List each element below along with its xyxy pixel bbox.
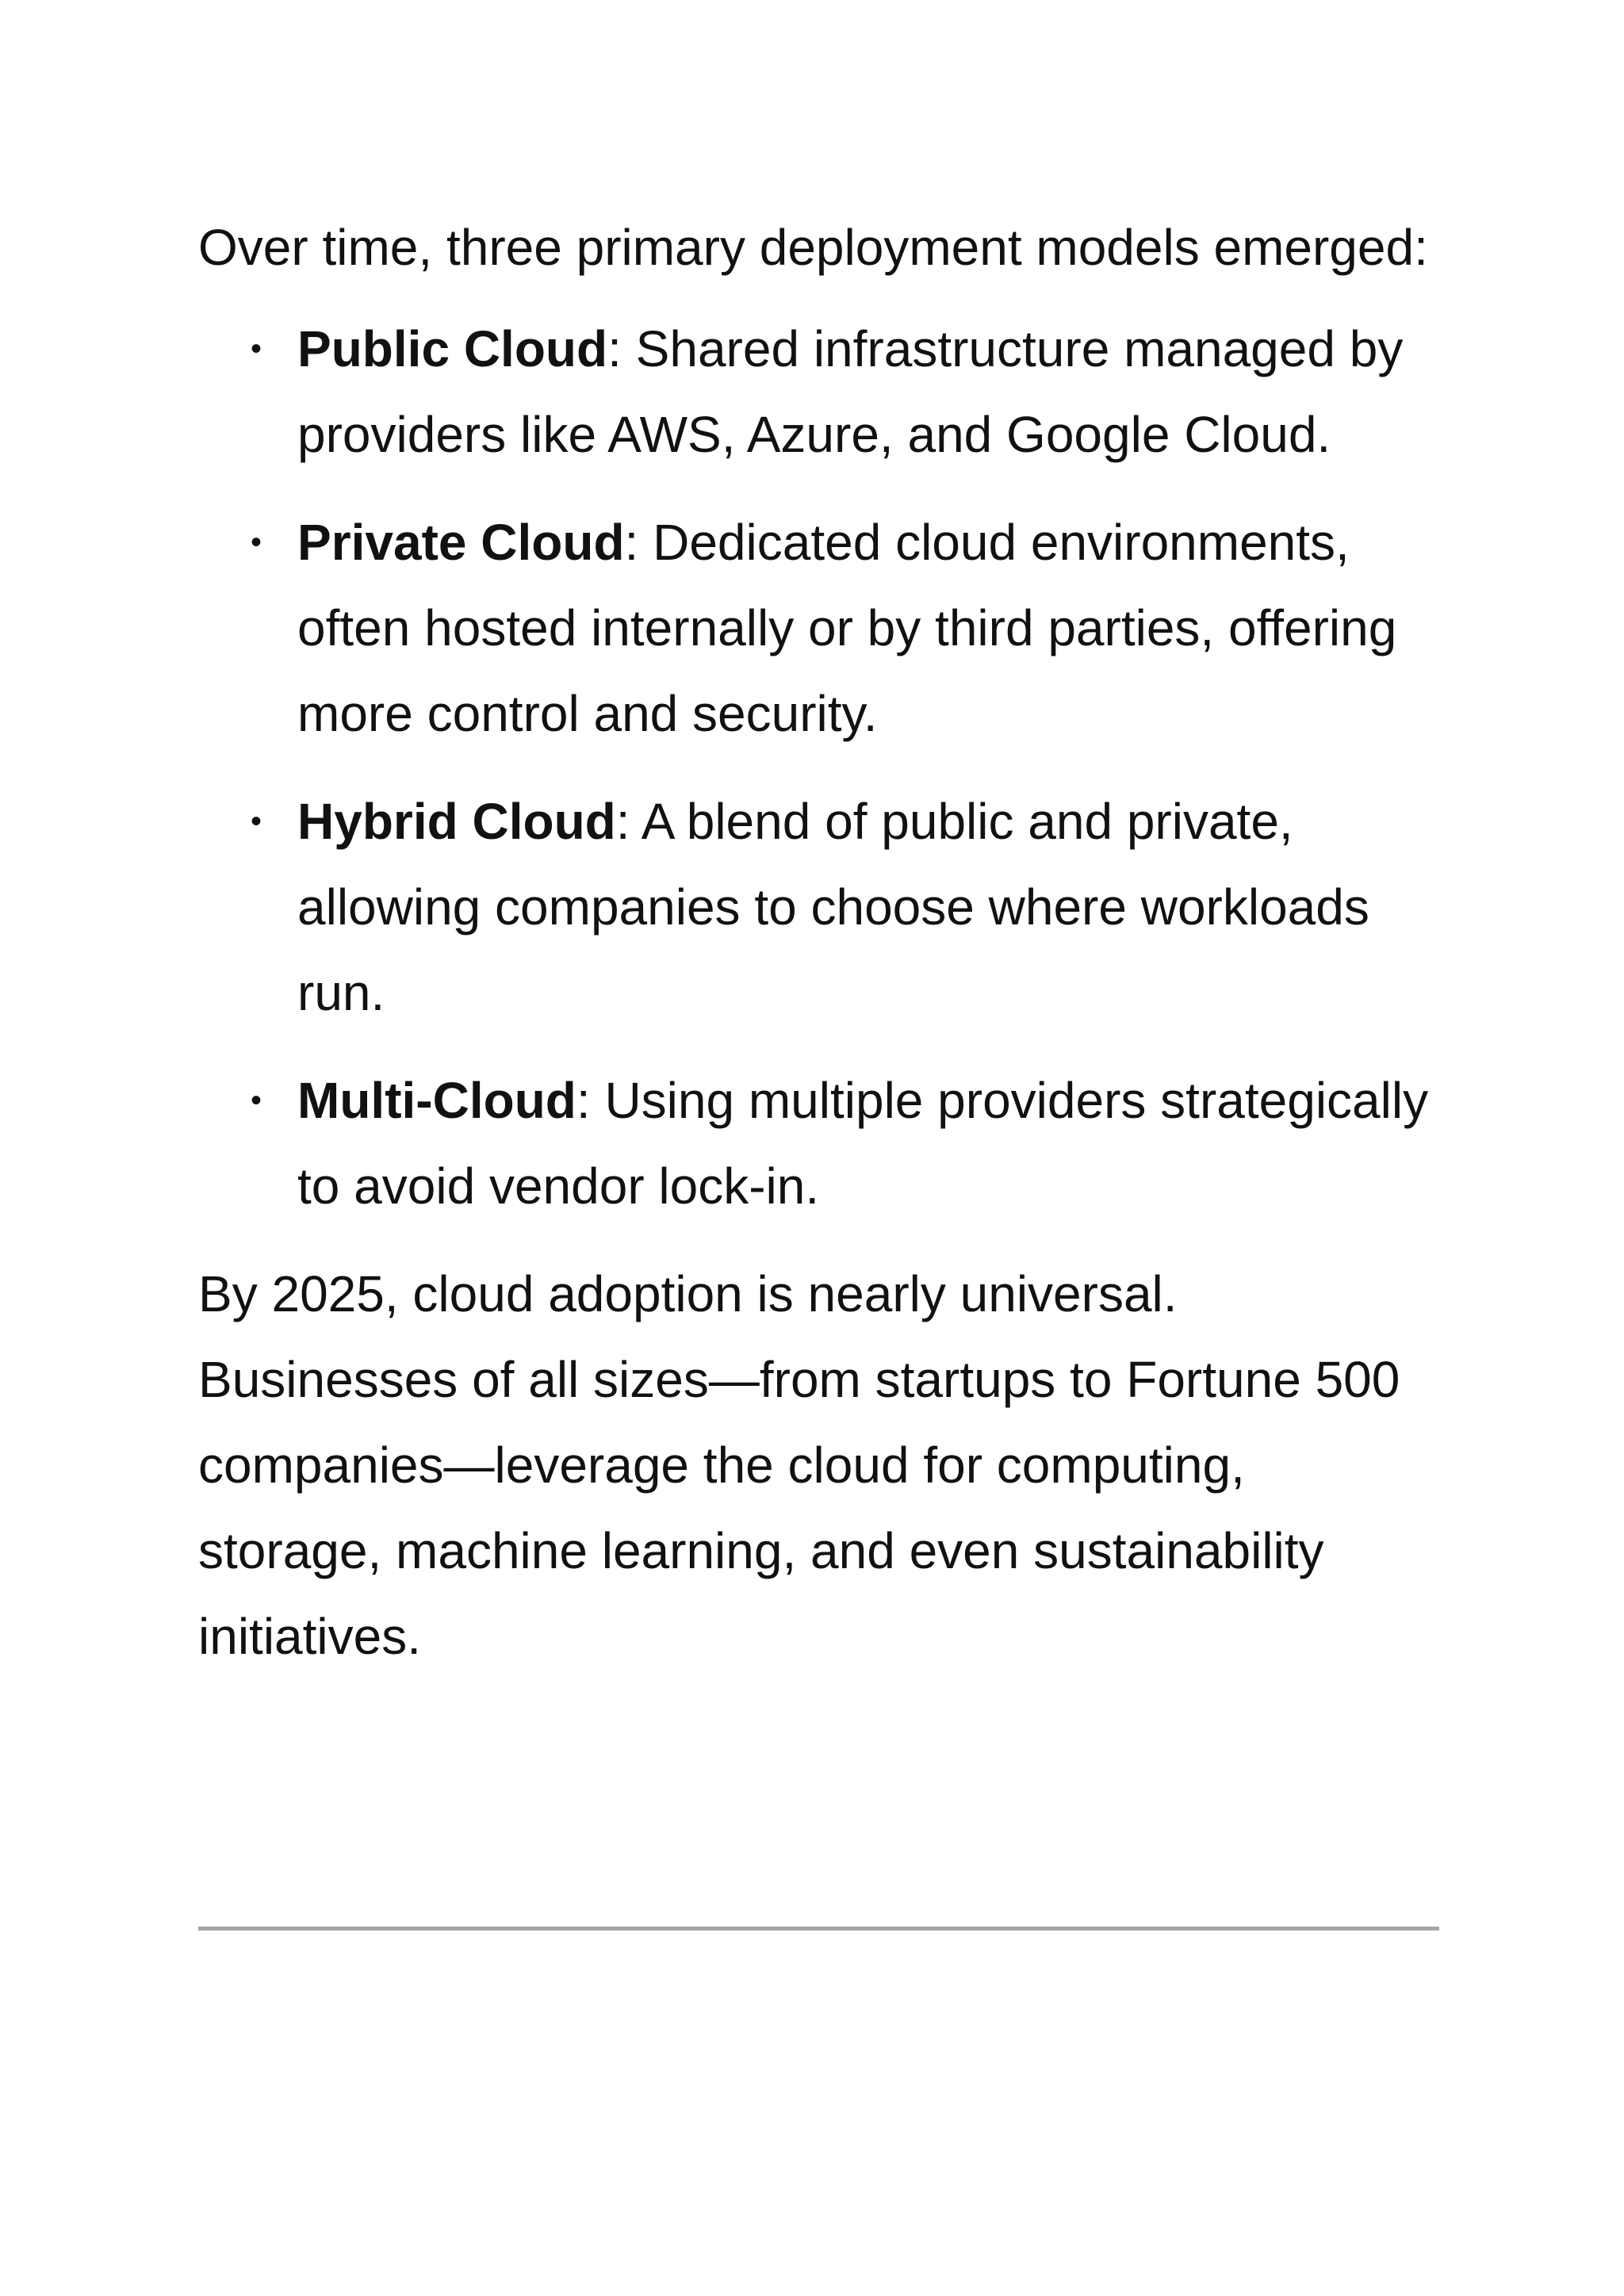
model-name: Hybrid Cloud bbox=[297, 793, 616, 850]
model-description: Dedicated cloud environments, often hosted internally or by third parties, offering more control and security. bbox=[297, 514, 1397, 742]
model-separator: : bbox=[624, 514, 639, 571]
list-item-multi-cloud bbox=[198, 1058, 1439, 1229]
model-separator: : bbox=[615, 793, 630, 850]
model-description: A blend of public and private, allowing companies to choose where workloads run. bbox=[297, 793, 1369, 1021]
model-description: Shared infrastructure managed by providers like AWS, Azure, and Google Cloud. bbox=[297, 320, 1404, 463]
model-name: Public Cloud bbox=[297, 320, 608, 377]
intro-paragraph: Over time, three primary deployment models emerged: bbox=[198, 219, 1428, 276]
bullet-icon: • bbox=[251, 525, 262, 560]
bullet-icon: • bbox=[251, 331, 262, 366]
model-name: Multi-Cloud bbox=[297, 1072, 576, 1129]
list-item-public-cloud bbox=[198, 306, 1439, 477]
bullet-icon: • bbox=[251, 804, 262, 839]
list-item-private-cloud bbox=[198, 499, 1439, 756]
document-body bbox=[198, 205, 1439, 1679]
section-divider bbox=[198, 1927, 1439, 1931]
bullet-icon: • bbox=[251, 1083, 262, 1118]
model-separator: : bbox=[576, 1072, 591, 1129]
list-item-hybrid-cloud bbox=[198, 779, 1439, 1035]
deployment-models-list bbox=[198, 306, 1439, 1229]
model-separator: : bbox=[607, 320, 622, 377]
model-name: Private Cloud bbox=[297, 514, 625, 571]
closing-paragraph: By 2025, cloud adoption is nearly universal. Businesses of all sizes—from startups to Fortune 500 companies—leverage the cloud for computing, storage, machine learning, and even sustainability initiatives. bbox=[198, 1265, 1400, 1665]
model-description: Using multiple providers strategically to avoid vendor lock-in. bbox=[297, 1072, 1429, 1215]
